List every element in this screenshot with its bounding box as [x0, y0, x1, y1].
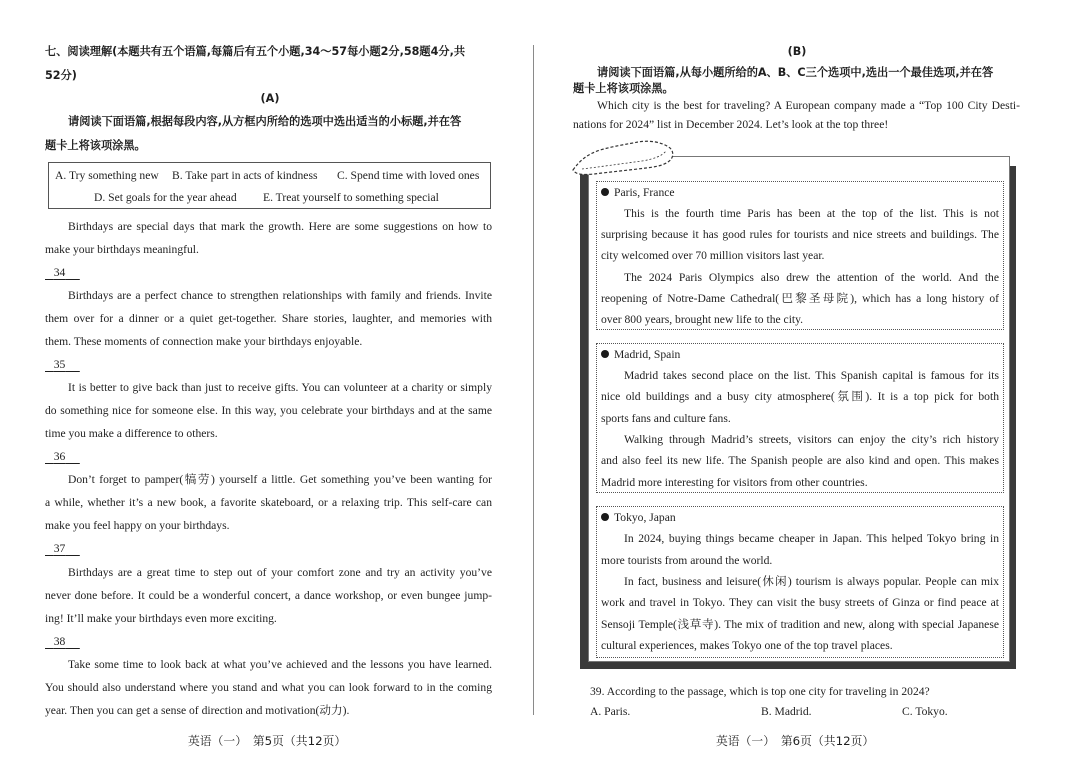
section-header: 七、阅读理解(本题共有五个语篇,每篇后有五个小题,34～57每小题2分,58题4分,共 — [45, 45, 466, 58]
page-divider — [533, 45, 534, 715]
option-c: C. Spend time with loved ones — [337, 169, 480, 182]
tokyo-line: Sensoji Temple(浅草寺). The mix of tradition and new, along with special Japanese — [601, 618, 999, 631]
paris-line: The 2024 Paris Olympics also drew the attention of the world. And the — [624, 271, 999, 284]
options-box — [48, 162, 491, 209]
blank-38: 38 — [53, 635, 66, 648]
paragraph-line: Birthdays are a great time to step out of your comfort zone and try an activity you’ve — [68, 566, 492, 579]
tape-decoration — [570, 136, 678, 182]
bullet-icon — [601, 188, 609, 196]
tokyo-line: cultural experiences, makes Tokyo one of the top travel places. — [601, 639, 893, 652]
bullet-icon — [601, 513, 609, 521]
paragraph-line: Birthdays are a perfect chance to strengthen relationships with family and friends. Invite — [68, 289, 492, 302]
paragraph-line: make you feel happy on your birthdays. — [45, 519, 230, 532]
instructions-b-cont: 题卡上将该项涂黑。 — [573, 82, 674, 95]
paris-line: over 800 years, brought new life to the city. — [601, 313, 804, 326]
paragraph-line: You should also understand where you stand and what you can look forward to in the coming — [45, 681, 492, 694]
left-page — [0, 0, 532, 782]
madrid-line: sports fans and culture fans. — [601, 412, 731, 425]
question-39-stem: 39. According to the passage, which is top one city for traveling in 2024? — [590, 685, 930, 698]
page-footer-right: 英语（一） 第6页（共12页） — [716, 734, 875, 748]
paragraph-line: ing! It’ll make your birthdays even more exciting. — [45, 612, 277, 625]
madrid-line: Madrid more interesting for visitors from other countries. — [601, 476, 868, 489]
madrid-line: and also feel its new life. The Spanish people are also kind and open. This makes — [601, 454, 999, 467]
paris-heading: Paris, France — [601, 186, 675, 200]
paragraph-line: them over for a dinner or a quiet get-together. Share stories, laughter, and memories with — [45, 312, 492, 325]
section-tokyo — [596, 506, 1004, 658]
madrid-line: Walking through Madrid’s streets, visitors can enjoy the city’s rich history — [624, 433, 999, 446]
paragraph-line: do something nice for someone else. In this way, you celebrate your birthdays and at the same — [45, 404, 492, 417]
blank-34: 34 — [53, 266, 66, 279]
intro-line: make your birthdays meaningful. — [45, 243, 199, 256]
paragraph-line: time you make a difference to others. — [45, 427, 218, 440]
paragraph-line: It is better to give back than just to receive gifts. You can volunteer at a charity or simply — [68, 381, 492, 394]
madrid-line: Madrid takes second place on the list. This Spanish capital is famous for its — [624, 369, 999, 382]
tokyo-line: In fact, business and leisure(休闲) tourism is always popular. People can mix — [624, 575, 999, 588]
tokyo-heading: Tokyo, Japan — [601, 511, 676, 525]
paragraph-line: never done before. It could be a wonderful concert, a dance workshop, or even bungee jump- — [45, 589, 492, 602]
instructions-a-cont: 题卡上将该项涂黑。 — [45, 139, 146, 152]
paragraph-line: year. Then you can get a sense of direction and motivation(动力). — [45, 704, 350, 717]
paris-line: city welcomed over 70 million visitors last year. — [601, 249, 825, 262]
option-d: D. Set goals for the year ahead — [94, 191, 237, 204]
paragraph-line: them. These moments of connection make your birthdays enjoyable. — [45, 335, 363, 348]
question-39-option-c[interactable]: C. Tokyo. — [902, 705, 948, 718]
page-footer-left: 英语（一） 第5页（共12页） — [188, 734, 347, 748]
intro-line: Birthdays are special days that mark the growth. Here are some suggestions on how to — [68, 220, 492, 233]
madrid-heading: Madrid, Spain — [601, 348, 680, 362]
tokyo-line: more tourists from around the world. — [601, 554, 773, 567]
intro-b-line: nations for 2024” list in December 2024. Let’s look at the top three! — [573, 118, 889, 131]
paragraph-line: Don’t forget to pamper(犒劳) yourself a little. Get something you’ve been wanting for — [68, 473, 492, 486]
instructions-b: 请阅读下面语篇,从每小题所给的A、B、C三个选项中,选出一个最佳选项,并在答 — [597, 66, 994, 79]
madrid-line: nice old buildings and a busy city atmosphere(氛围). It is a top pick for both — [601, 390, 999, 403]
part-title-b: (B) — [787, 45, 807, 58]
tokyo-line: work and travel in Tokyo. They can visit the busy streets of Ginza or find peace at — [601, 596, 999, 609]
paris-line: surprising because it has good rules for tourists and nice streets and buildings. The — [601, 228, 999, 241]
intro-b-line: Which city is the best for traveling? A European company made a “Top 100 City Desti- — [597, 99, 1020, 112]
section-paris — [596, 181, 1004, 330]
blank-37: 37 — [53, 542, 66, 555]
option-b: B. Take part in acts of kindness — [172, 169, 318, 182]
option-a: A. Try something new — [55, 169, 159, 182]
part-title-a: (A) — [260, 92, 280, 105]
paris-line: reopening of Notre-Dame Cathedral(巴黎圣母院), which has a long history of — [601, 292, 999, 305]
blank-36: 36 — [53, 450, 66, 463]
instructions-a: 请阅读下面语篇,根据每段内容,从方框内所给的选项中选出适当的小标题,并在答 — [68, 115, 462, 128]
paragraph-line: Take some time to look back at what you’ve achieved and the lessons you have learned. — [68, 658, 492, 671]
paris-line: This is the fourth time Paris has been at the top of the list. This is not — [624, 207, 999, 220]
question-39-option-a[interactable]: A. Paris. — [590, 705, 631, 718]
question-39-option-b[interactable]: B. Madrid. — [761, 705, 812, 718]
section-madrid — [596, 343, 1004, 493]
tokyo-line: In 2024, buying things became cheaper in Japan. This helped Tokyo bring in — [624, 532, 999, 545]
option-e: E. Treat yourself to something special — [263, 191, 439, 204]
section-header-cont: 52分) — [45, 69, 77, 82]
blank-35: 35 — [53, 358, 66, 371]
paragraph-line: a while, whether it’s a new book, a favorite skateboard, or a relaxing trip. This self-care can — [45, 496, 492, 509]
bullet-icon — [601, 350, 609, 358]
